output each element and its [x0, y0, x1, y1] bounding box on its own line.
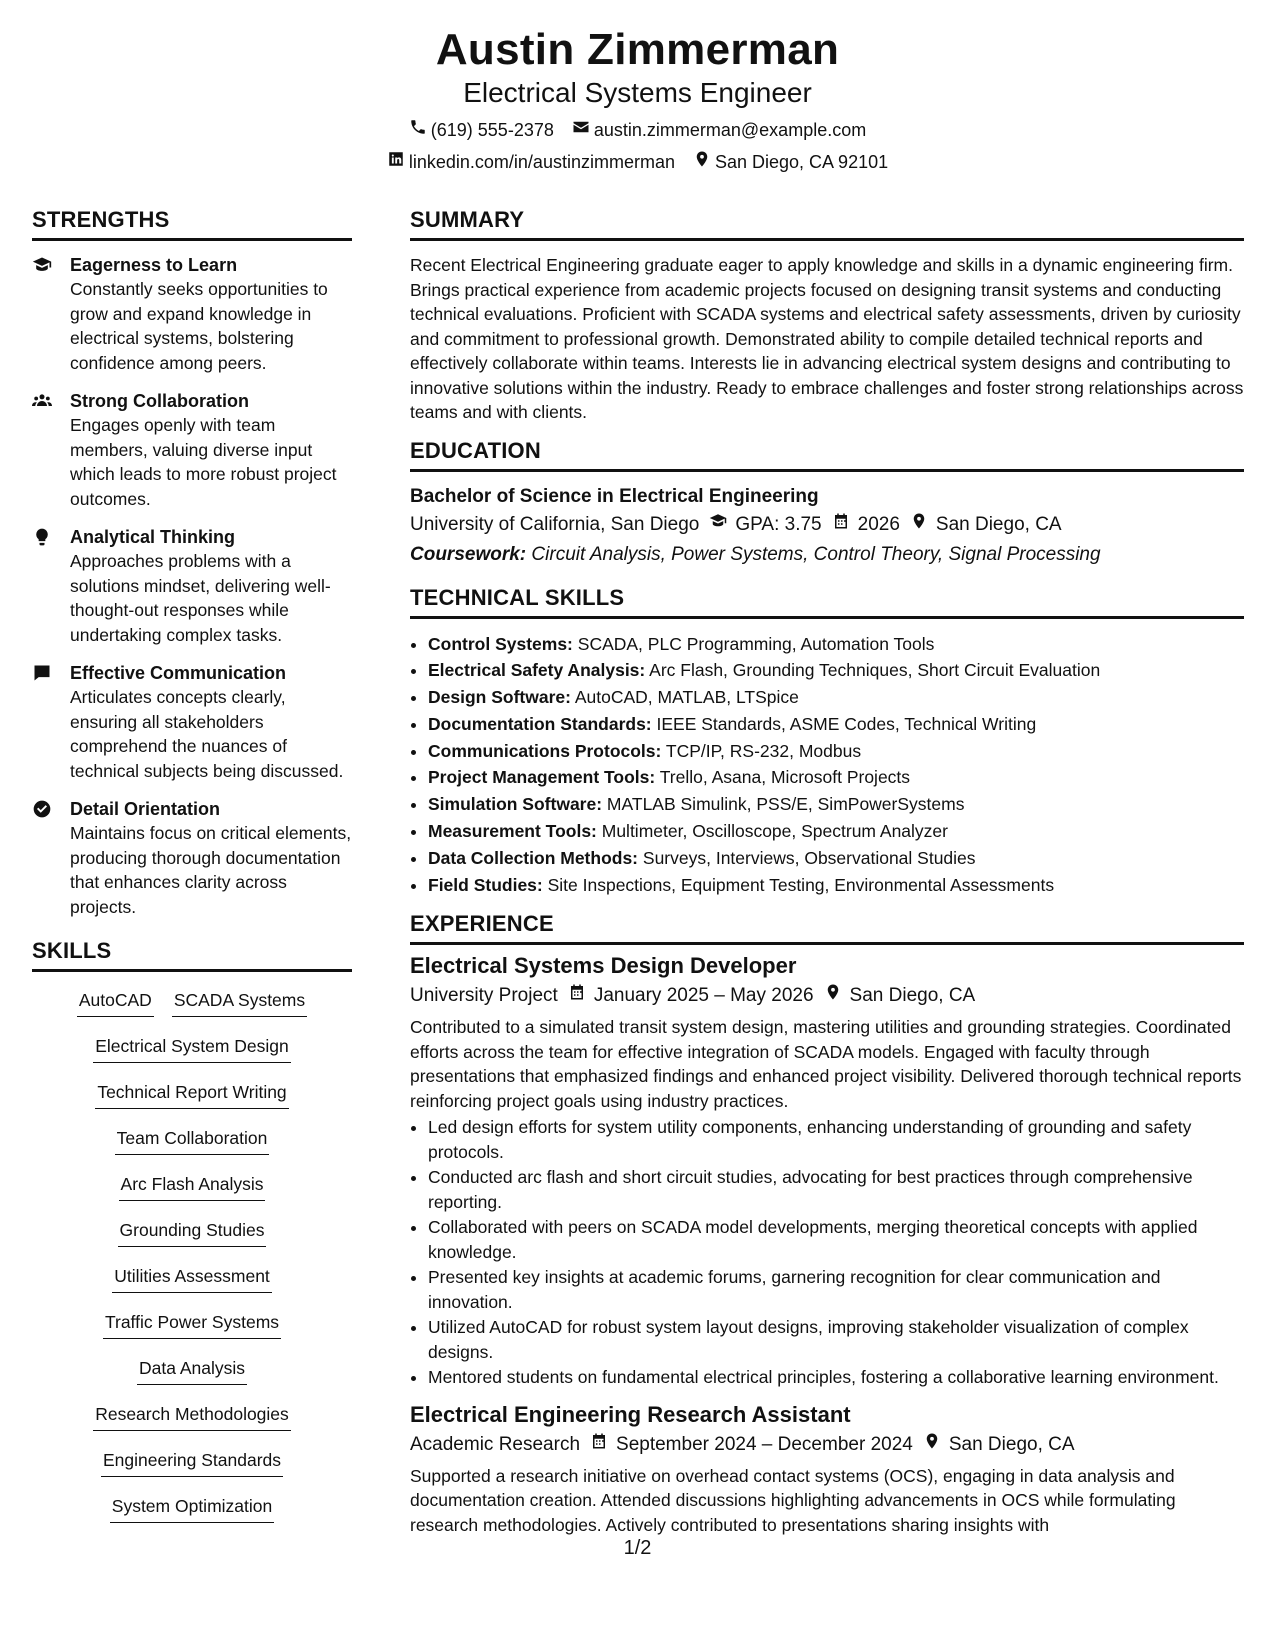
calendar-icon: [568, 981, 586, 1011]
skill-category: Electrical Safety Analysis:: [428, 660, 646, 681]
skill-values: IEEE Standards, ASME Codes, Technical Writing: [656, 713, 1037, 734]
list-item: [428, 657, 1244, 684]
technical-skills-heading: TECHNICAL SKILLS: [410, 584, 1244, 619]
strength-description: Maintains focus on critical elements, producing thorough documentation that enhances clarity across projects.: [70, 823, 352, 917]
linkedin-icon: [387, 150, 405, 174]
skill-category: Communications Protocols:: [428, 740, 662, 761]
list-item: [428, 845, 1244, 872]
envelope-icon: [572, 118, 590, 142]
job-description: Contributed to a simulated transit system design, mastering utilities and grounding strategies. Coordinated efforts across the team for effective integration of SCADA models. Engaged with faculty through presentations that emphasized findings and enhanced project visibility. Delivered thorough technical reports reinforcing project goals using industry practices.: [410, 1017, 1242, 1111]
list-item: • Led design efforts for system utility components, enhancing understanding of grounding and safety protocols.: [428, 1115, 1244, 1164]
strengths-heading: STRENGTHS: [32, 206, 352, 241]
education-meta: [410, 510, 1244, 540]
list-item: [428, 818, 1244, 845]
skill-values: Trello, Asana, Microsoft Projects: [659, 767, 911, 788]
strength-item: [32, 253, 352, 375]
skill-values: AutoCAD, MATLAB, LTSpice: [574, 687, 799, 708]
strength-title: Detail Orientation: [70, 799, 221, 819]
job-location-item: [923, 1430, 1075, 1460]
list-item: [428, 711, 1244, 738]
list-item: [428, 872, 1244, 899]
skill-tag: Grounding Studies: [118, 1214, 267, 1247]
skill-values: Multimeter, Oscilloscope, Spectrum Analyzer: [601, 821, 948, 842]
skill-category: Project Management Tools:: [428, 767, 656, 788]
strength-item: [32, 525, 352, 647]
left-column: [32, 206, 352, 1536]
summary-text: Recent Electrical Engineering graduate eager to apply knowledge and skills in a dynamic engineering firm. Brings practical experience from academic projects focused on designing transit systems and conducting technical evaluations. Proficient with SCADA systems and electrical safety assessments, driven by curiosity and commitment to professional growth. Demonstrated ability to compile detailed technical reports and effectively collaborate within teams. Interests lie in advancing electrical system designs and contributing to innovative solutions within the industry. Ready to embrace challenges and foster strong relationships across teams and with clients.: [410, 255, 1244, 422]
strength-description: Engages openly with team members, valuing diverse input which leads to more robust project outcomes.: [70, 415, 337, 509]
phone-contact[interactable]: [409, 118, 554, 142]
skill-category: Simulation Software:: [428, 794, 603, 815]
job-organization: Academic Research: [410, 1433, 581, 1455]
coursework-list: Circuit Analysis, Power Systems, Control Theory, Signal Processing: [531, 543, 1101, 565]
coursework-line: [410, 540, 1244, 570]
job-dates: September 2024 – December 2024: [616, 1433, 913, 1455]
job-organization: University Project: [410, 985, 558, 1007]
school-name: University of California, San Diego: [410, 513, 700, 535]
strength-item: [32, 389, 352, 511]
education-heading: EDUCATION: [410, 437, 1244, 472]
list-item: [428, 631, 1244, 658]
graduation-year: 2026: [857, 513, 900, 535]
job-title: Electrical Engineering Research Assistant: [410, 1401, 851, 1427]
phone-icon: [409, 118, 427, 142]
location-contact: [693, 150, 888, 174]
calendar-icon: [590, 1430, 608, 1460]
skill-tag: Traffic Power Systems: [103, 1306, 281, 1339]
contact-line-1: [0, 118, 1275, 142]
contact-line-2: [0, 150, 1275, 174]
location-text: San Diego, CA 92101: [714, 152, 889, 172]
skills-list: [32, 984, 352, 1536]
strength-title: Eagerness to Learn: [70, 255, 238, 275]
skill-values: Arc Flash, Grounding Techniques, Short Circuit Evaluation: [649, 660, 1101, 681]
strength-description: Approaches problems with a solutions mindset, delivering well-thought-out responses while undertaking complex tasks.: [70, 551, 331, 645]
education-location: San Diego, CA: [935, 513, 1062, 535]
list-item: • Mentored students on fundamental electrical principles, fostering a collaborative learning environment.: [428, 1365, 1244, 1390]
skill-tag: Research Methodologies: [93, 1398, 291, 1431]
edu-location-item: [910, 510, 1062, 540]
job-entry: [410, 951, 1244, 1390]
strength-title: Strong Collaboration: [70, 391, 249, 411]
list-item: • Presented key insights at academic forums, garnering recognition for clear communication and innovation.: [428, 1265, 1244, 1314]
speech-bubble-icon: [32, 661, 56, 783]
skill-category: Documentation Standards:: [428, 713, 652, 734]
experience-heading: EXPERIENCE: [410, 910, 1244, 945]
skill-category: Design Software:: [428, 687, 571, 708]
check-circle-icon: [32, 797, 56, 919]
candidate-name: Austin Zimmerman: [435, 25, 840, 74]
job-description: Supported a research initiative on overhead contact systems (OCS), engaging in data analysis and documentation creation. Attended discussions highlighting advancements in OCS while formulating research methodologies. Actively contributed to presentations sharing insights with: [410, 1465, 1176, 1535]
page-number: 1/2: [623, 1537, 652, 1559]
skill-tag: SCADA Systems: [172, 984, 307, 1017]
summary-heading: SUMMARY: [410, 206, 1244, 241]
job-location: San Diego, CA: [849, 985, 976, 1007]
candidate-title: Electrical Systems Engineer: [463, 77, 812, 108]
map-pin-icon: [693, 150, 711, 174]
job-entry: [410, 1400, 1244, 1538]
degree-title: Bachelor of Science in Electrical Engineering: [410, 485, 819, 507]
skill-category: Data Collection Methods:: [428, 847, 639, 868]
strength-item: [32, 661, 352, 783]
email-contact[interactable]: [572, 118, 866, 142]
job-location-item: [824, 981, 976, 1011]
graduation-cap-icon: [32, 253, 56, 375]
list-item: • Collaborated with peers on SCADA model developments, merging theoretical concepts with applied knowledge.: [428, 1215, 1244, 1264]
skill-tag: AutoCAD: [77, 984, 154, 1017]
list-item: • Utilized AutoCAD for robust system layout designs, improving stakeholder visualization of complex designs.: [428, 1315, 1244, 1364]
job-dates-item: [568, 981, 814, 1011]
linkedin-contact[interactable]: [387, 150, 675, 174]
skill-tag: Data Analysis: [137, 1352, 247, 1385]
map-pin-icon: [824, 981, 842, 1011]
gpa-text: GPA: 3.75: [735, 513, 822, 535]
map-pin-icon: [910, 510, 928, 540]
skill-values: TCP/IP, RS-232, Modbus: [665, 740, 862, 761]
right-column: [410, 206, 1244, 1537]
strength-item: [32, 797, 352, 919]
job-title: Electrical Systems Design Developer: [410, 953, 797, 979]
list-item: [428, 738, 1244, 765]
list-item: [428, 764, 1244, 791]
resume-header: [0, 24, 1275, 174]
skills-heading: SKILLS: [32, 937, 352, 972]
skill-tag: Electrical System Design: [93, 1030, 291, 1063]
skill-category: Control Systems:: [428, 633, 573, 654]
year-item: [832, 510, 900, 540]
strength-title: Effective Communication: [70, 663, 287, 683]
lightbulb-icon: [32, 525, 56, 647]
job-meta: [410, 981, 1244, 1011]
users-icon: [32, 389, 56, 511]
skill-tag: Engineering Standards: [101, 1444, 283, 1477]
skill-values: Surveys, Interviews, Observational Studies: [642, 847, 976, 868]
email-address: austin.zimmerman@example.com: [593, 120, 867, 140]
list-item: [428, 684, 1244, 711]
skill-values: SCADA, PLC Programming, Automation Tools: [577, 633, 935, 654]
technical-skills-list: [410, 631, 1244, 899]
skill-category: Measurement Tools:: [428, 821, 597, 842]
map-pin-icon: [923, 1430, 941, 1460]
skill-values: MATLAB Simulink, PSS/E, SimPowerSystems: [606, 794, 965, 815]
gpa-item: [709, 510, 821, 540]
skill-tag: System Optimization: [110, 1490, 274, 1523]
job-location: San Diego, CA: [948, 1433, 1075, 1455]
strength-title: Analytical Thinking: [70, 527, 236, 547]
graduation-cap-icon: [709, 510, 727, 540]
skill-tag: Utilities Assessment: [112, 1260, 272, 1293]
skill-values: Site Inspections, Equipment Testing, Environmental Assessments: [547, 874, 1055, 895]
list-item: [428, 791, 1244, 818]
job-meta: [410, 1430, 1244, 1460]
list-item: • Conducted arc flash and short circuit studies, advocating for best practices through comprehensive reporting.: [428, 1165, 1244, 1214]
skill-category: Field Studies:: [428, 874, 543, 895]
job-dates: January 2025 – May 2026: [593, 985, 814, 1007]
calendar-icon: [832, 510, 850, 540]
strength-description: Articulates concepts clearly, ensuring all stakeholders comprehend the nuances of technical subjects being discussed.: [70, 687, 344, 781]
linkedin-url: linkedin.com/in/austinzimmerman: [408, 152, 675, 172]
skill-tag: Technical Report Writing: [95, 1076, 288, 1109]
skill-tag: Team Collaboration: [115, 1122, 270, 1155]
phone-number: (619) 555-2378: [430, 120, 554, 140]
coursework-label: Coursework:: [410, 543, 527, 565]
job-bullets: [410, 1115, 1244, 1390]
strength-description: Constantly seeks opportunities to grow and expand knowledge in electrical systems, bolstering confidence among peers.: [70, 279, 328, 373]
job-dates-item: [590, 1430, 913, 1460]
skill-tag: Arc Flash Analysis: [119, 1168, 266, 1201]
